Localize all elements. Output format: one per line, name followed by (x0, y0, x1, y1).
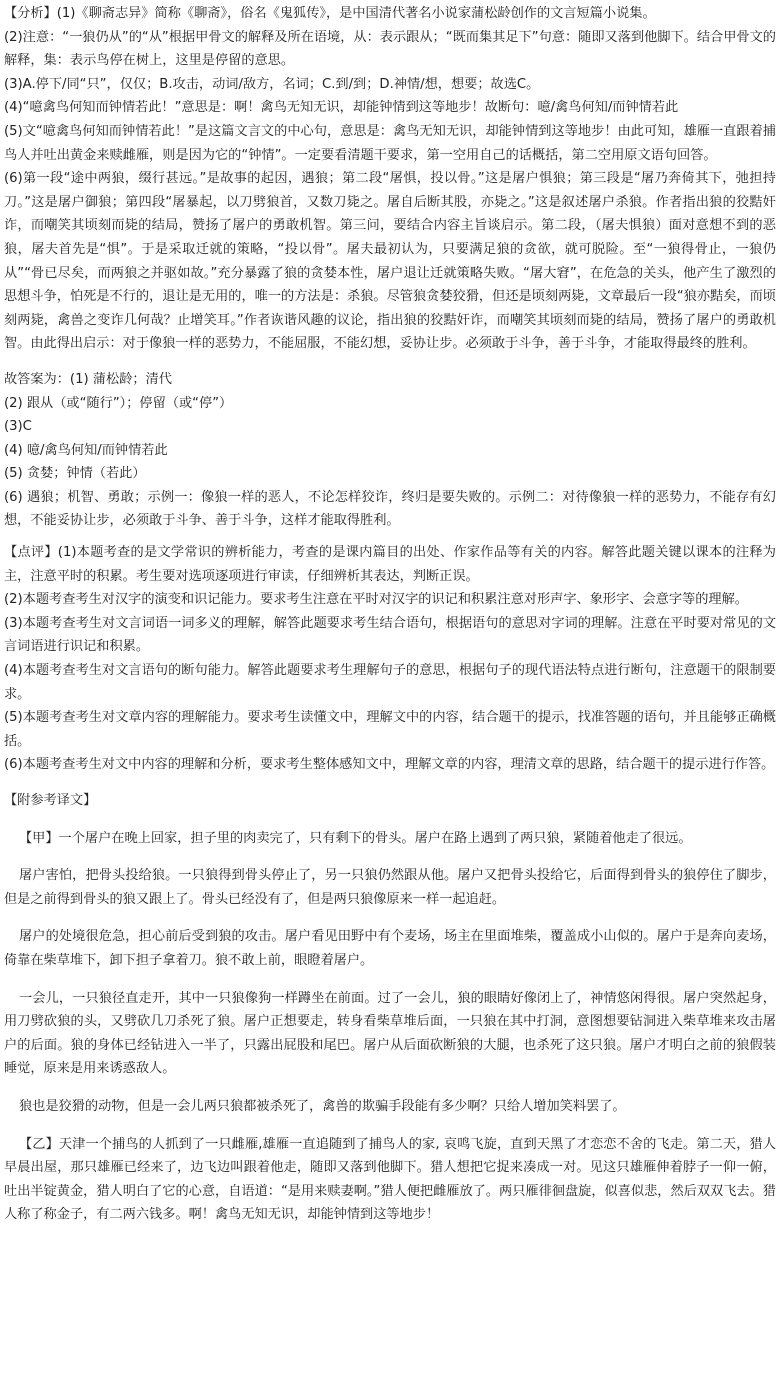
comment-line-4: (4)本题考查考生对文言语句的断句能力。解答此题要求考生理解句子的意思，根据句子的现代语法特点进行断句，注意题干的限制要求。 (4, 663, 776, 702)
translation-paragraph-yi: 【乙】天津一个捕鸟的人抓到了一只雌雁,雄雁一直追随到了捕鸟人的家, 哀鸣飞旋，直到天黑了才恋恋不舍的飞走。第二天，猎人早晨出屋，那只雄雁已经来了，边飞边叫跟着他走，随即又落到他脚下。猎人想把它捉来凑成一对。见这只雄雁伸着脖子一仰一俯，吐出半锭黄金，猎人明白了它的心意，自语道：“是用来赎妻啊。”猎人便把雌雁放了。两只雁徘徊盘旋，似喜似悲，然后双双飞去。猎人称了称金子，有二两六钱多。啊！禽鸟无知无识，却能钟情到这等地步！ (4, 1136, 776, 1223)
analysis-item-4: (4)“噫禽鸟何知而钟情若此！”意思是：啊！禽鸟无知无识，却能钟情到这等地步！故断句：噫/禽鸟何知/而钟情若此 (4, 100, 679, 116)
comment-line-3: (3)本题考查考生对文言词语一词多义的理解，解答此题要求考生结合语句，根据语句的意思对字词的理解。注意在平时要对常见的文言词语进行识记和积累。 (4, 615, 776, 655)
translation-paragraph: 一会儿，一只狼径直走开，其中一只狼像狗一样蹲坐在前面。过了一会儿，狼的眼睛好像闭上了，神情悠闲得很。屠户突然起身，用刀劈砍狼的头，又劈砍几刀杀死了狼。屠户正想要走，转身看柴草堆后面，一只狼在其中打洞，意图想要钻洞进入柴草堆来攻击屠户的后面。狼的身体已经钻进入一半了，只露出屁股和尾巴。屠户从后面砍断狼的大腿，也杀死了这只狼。屠户才明白之前的狼假装睡觉，原来是用来诱惑敌人。 (4, 990, 776, 1077)
comment-line-1: 【点评】(1)本题考查的是文学常识的辨析能力，考查的是课内篇目的出处、作家作品等有关的内容。解答此题关键以课本的注释为主，注意平时的积累。考生要对选项逐项进行审读，仔细辨析其表达，判断正误。 (4, 545, 776, 584)
comment-section (4, 541, 776, 777)
comment-line-2: (2)本题考查考生对汉字的演变和识记能力。要求考生注意在平时对汉字的识记和积累注意对形声字、象形字、会意字等的理解。 (4, 592, 748, 608)
analysis-item-2: (2)注意：“一狼仍从”的“从”根据甲骨文的解释及所在语境，从：表示跟从；“既而集其足下”句意：随即又落到他脚下。结合甲骨文的解释，集：表示鸟停在树上，这里是停留的意思。 (4, 29, 776, 69)
spacer (4, 533, 776, 541)
answer-line-6: (6) 遇狼；机智、勇敢；示例一：像狼一样的恶人，不论怎样狡诈，终归是要失败的。示例二：对待像狼一样的恶势力，不能存有幻想，不能妥协让步，必须敢于斗争、善于斗争，这样才能取得胜利。 (4, 489, 776, 529)
analysis-item-5: (5)文“噫禽鸟何知而钟情若此！”是这篇文言文的中心句，意思是：禽鸟无知无识，却能钟情到这等地步！由此可知，雄雁一直跟着捕鸟人并吐出黄金来赎雌雁，则是因为它的“钟情”。一定要看清题干要求，第一空用自己的话概括，第二空用原文语句回答。 (4, 123, 776, 163)
answer-line-4: (4) 噫/禽鸟何知/而钟情若此 (4, 442, 168, 458)
answer-section (4, 368, 776, 533)
spacer (4, 813, 776, 827)
analysis-item-3: (3)A.停下/同“只”，仅仅；B.攻击，动词/敌方，名词；C.到/到；D.神情/想，想要；故选C。 (4, 76, 540, 92)
answer-line-3: (3)C (4, 419, 32, 435)
translation-paragraph: 屠户的处境很危急，担心前后受到狼的攻击。屠户看见田野中有个麦场，场主在里面堆柴，覆盖成小山似的。屠户于是奔向麦场，倚靠在柴草堆下，卸下担子拿着刀。狼不敢上前，眼瞪着屠户。 (4, 929, 776, 968)
analysis-item-6: (6)第一段“途中两狼，缀行甚远。”是故事的起因，遇狼；第二段“屠惧，投以骨。”这是屠户惧狼；第三段是“屠乃奔倚其下，弛担持刀。”这是屠户御狼；第四段“屠暴起，以刀劈狼首，又数刀毙之。屠自后断其股，亦毙之。”这是叙述屠户杀狼。作者指出狼的狡黠奸诈，而嘲笑其顷刻而毙的结局，赞扬了屠户的勇敢机智。第三问，要结合内容主旨谈启示。第二段，（屠夫惧狼）面对意想不到的恶狼，屠夫首先是“惧”。于是采取迁就的策略，“投以骨”。屠夫最初认为，只要满足狼的贪欲，就可脱险。至“一狼得骨止，一狼仍从”“骨已尽矣，而两狼之并驱如故。”充分暴露了狼的贪婪本性，屠户退让迁就策略失败。“屠大窘”，在危急的关头，他产生了激烈的思想斗争，怕死是不行的，退让是无用的，唯一的方法是：杀狼。尽管狼贪婪狡猾，但还是顷刻两毙，文章最后一段“狼亦黠矣，而顷刻两毙，禽兽之变诈几何哉？止增笑耳。”作者诙谐风趣的议论，指出狼的狡黠奸诈，而嘲笑其顷刻而毙的结局，赞扬了屠户的勇敢机智。由此得出启示：对于像狼一样的恶势力，不能屈服，不能幻想，妥协让步。必须敢于斗争，善于斗争，才能取得最终的胜利。 (4, 171, 776, 352)
translation-section (4, 789, 776, 1227)
spacer (4, 356, 776, 368)
spacer (4, 911, 776, 925)
translation-heading: 【附参考译文】 (4, 793, 97, 808)
comment-line-5: (5)本题考查考生对文章内容的理解能力。要求考生读懂文中，理解文中的内容，结合题干的提示，找准答题的语句，并且能够正确概括。 (4, 710, 776, 749)
spacer (4, 973, 776, 987)
spacer (4, 1119, 776, 1133)
translation-paragraph: 狼也是狡猾的动物，但是一会儿两只狼都被杀死了，禽兽的欺骗手段能有多少啊？只给人增加笑料罢了。 (19, 1098, 626, 1114)
spacer (4, 777, 776, 789)
translation-paragraph-jia: 【甲】一个屠户在晚上回家，担子里的肉卖完了，只有剩下的骨头。屠户在路上遇到了两只狼，紧随着他走了很远。 (19, 830, 692, 846)
analysis-section (4, 2, 776, 356)
answer-line-5: (5) 贪婪；钟情（若此） (4, 466, 146, 482)
answer-line-2: (2) 跟从（或“随行”）；停留（或“停”） (4, 395, 233, 411)
translation-paragraph: 屠户害怕，把骨头投给狼。一只狼得到骨头停止了，另一只狼仍然跟从他。屠户又把骨头投给它，后面得到骨头的狼停住了脚步，但是之前得到骨头的狼又跟上了。骨头已经没有了，但是两只狼像原来一样一起追赶。 (4, 868, 776, 907)
spacer (4, 1081, 776, 1095)
analysis-intro: 【分析】(1)《聊斋志异》简称《聊斋》，俗名《鬼狐传》，是中国清代著名小说家蒲松龄创作的文言短篇小说集。 (4, 6, 656, 21)
answer-line-1: 故答案为：(1) 蒲松龄；清代 (4, 371, 172, 387)
spacer (4, 850, 776, 864)
comment-line-6: (6)本题考查考生对文中内容的理解和分析，要求考生整体感知文中，理解文章的内容，理清文章的思路，结合题干的提示进行作答。 (4, 757, 775, 773)
